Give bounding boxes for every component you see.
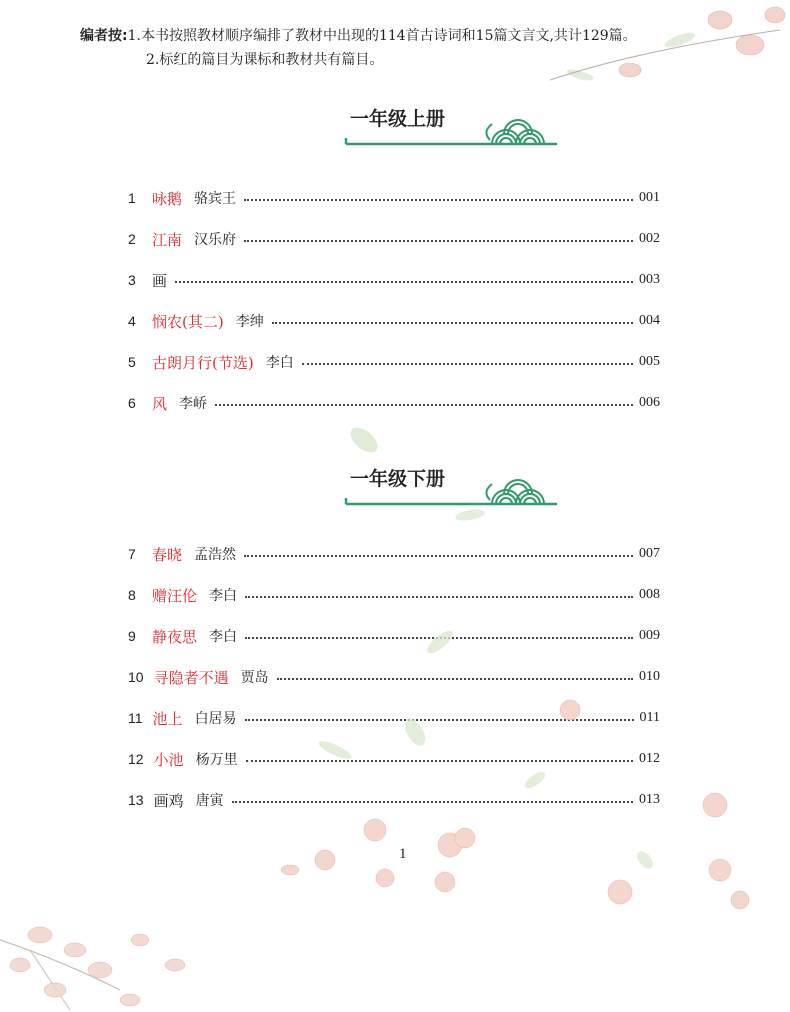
entry-page: 012: [639, 751, 660, 766]
entry-author: 贾岛: [240, 670, 269, 686]
entry-author: 李绅: [235, 314, 264, 330]
entry-title: 咏鹅: [152, 189, 183, 208]
toc-entry[interactable]: [128, 583, 660, 607]
editor-note-text2: 2.标红的篇目为课标和教材共有篇目。: [146, 52, 384, 68]
entry-author: 骆宾王: [194, 191, 237, 207]
entry-number: 11: [128, 710, 143, 726]
dot-leader: [244, 199, 633, 201]
entry-number: 12: [128, 751, 144, 767]
section-title: 一年级上册: [350, 108, 446, 130]
entry-title: 赠汪伦: [152, 586, 198, 605]
entry-page: 004: [639, 313, 660, 328]
entry-title: 江南: [152, 230, 183, 249]
entry-number: 8: [128, 587, 136, 603]
entry-title: 寻隐者不遇: [153, 668, 229, 687]
entry-author: 李白: [209, 629, 238, 645]
entry-page: 009: [639, 628, 660, 643]
entry-title: 小池: [153, 750, 184, 769]
dot-leader: [272, 322, 633, 324]
entry-page: 007: [639, 546, 660, 561]
entry-number: 13: [128, 792, 144, 808]
section-heading-2: [342, 464, 562, 524]
section-title: 一年级下册: [350, 468, 446, 490]
entry-author: 白居易: [194, 711, 237, 727]
blossom-decoration-bottom-left: [0, 910, 200, 1012]
entry-title: 静夜思: [152, 627, 198, 646]
editor-note-line2: [146, 50, 383, 70]
dot-leader: [245, 596, 633, 598]
dot-leader: [244, 555, 633, 557]
entry-author: 李白: [265, 355, 294, 371]
entry-title: 古朗月行(节选): [152, 353, 254, 372]
dot-leader: [175, 281, 633, 283]
dot-leader: [215, 404, 633, 406]
entry-title: 春晓: [152, 545, 183, 564]
toc-entry[interactable]: [128, 268, 660, 292]
entry-page: 008: [639, 587, 660, 602]
entry-page: 013: [639, 792, 660, 807]
entry-title: 池上: [152, 709, 183, 728]
entry-page: 005: [639, 354, 660, 369]
toc-entry[interactable]: [128, 391, 660, 415]
entry-number: 5: [128, 354, 136, 370]
dot-leader: [244, 240, 633, 242]
toc-entry[interactable]: [128, 186, 660, 210]
entry-number: 9: [128, 628, 136, 644]
entry-number: 7: [128, 546, 136, 562]
petal-decoration-middle: [280, 620, 790, 920]
entry-number: 10: [128, 669, 144, 685]
toc-entry[interactable]: [128, 350, 660, 374]
editor-note-line1: [80, 26, 637, 46]
entry-title: 画: [152, 271, 168, 290]
dot-leader: [302, 363, 633, 365]
entry-page: 003: [639, 272, 660, 287]
entry-title: 风: [152, 394, 168, 413]
section-heading-1: [342, 104, 562, 164]
entry-author: 李白: [209, 588, 238, 604]
entry-number: 3: [128, 272, 136, 288]
entry-page: 006: [639, 395, 660, 410]
entry-title: 悯农(其二): [152, 312, 224, 331]
entry-number: 2: [128, 231, 136, 247]
entry-author: 汉乐府: [194, 232, 237, 248]
entry-page: 011: [639, 710, 660, 725]
entry-page: 002: [639, 231, 660, 246]
entry-title: 画鸡: [153, 791, 184, 810]
toc-entry[interactable]: [128, 542, 660, 566]
entry-page: 001: [639, 190, 660, 205]
toc-entry[interactable]: [128, 309, 660, 333]
entry-author: 杨万里: [195, 752, 238, 768]
entry-number: 4: [128, 313, 136, 329]
toc-entry[interactable]: [128, 227, 660, 251]
entry-number: 6: [128, 395, 136, 411]
editor-note-label: 编者按:: [80, 28, 128, 44]
entry-author: 唐寅: [195, 793, 224, 809]
page-number: 1: [399, 846, 407, 862]
entry-number: 1: [128, 190, 136, 206]
entry-page: 010: [639, 669, 660, 684]
editor-note-text1: 1.本书按照教材顺序编排了教材中出现的114首古诗词和15篇文言文,共计129篇。: [127, 28, 637, 44]
entry-author: 李峤: [179, 396, 208, 412]
entry-author: 孟浩然: [194, 547, 237, 563]
